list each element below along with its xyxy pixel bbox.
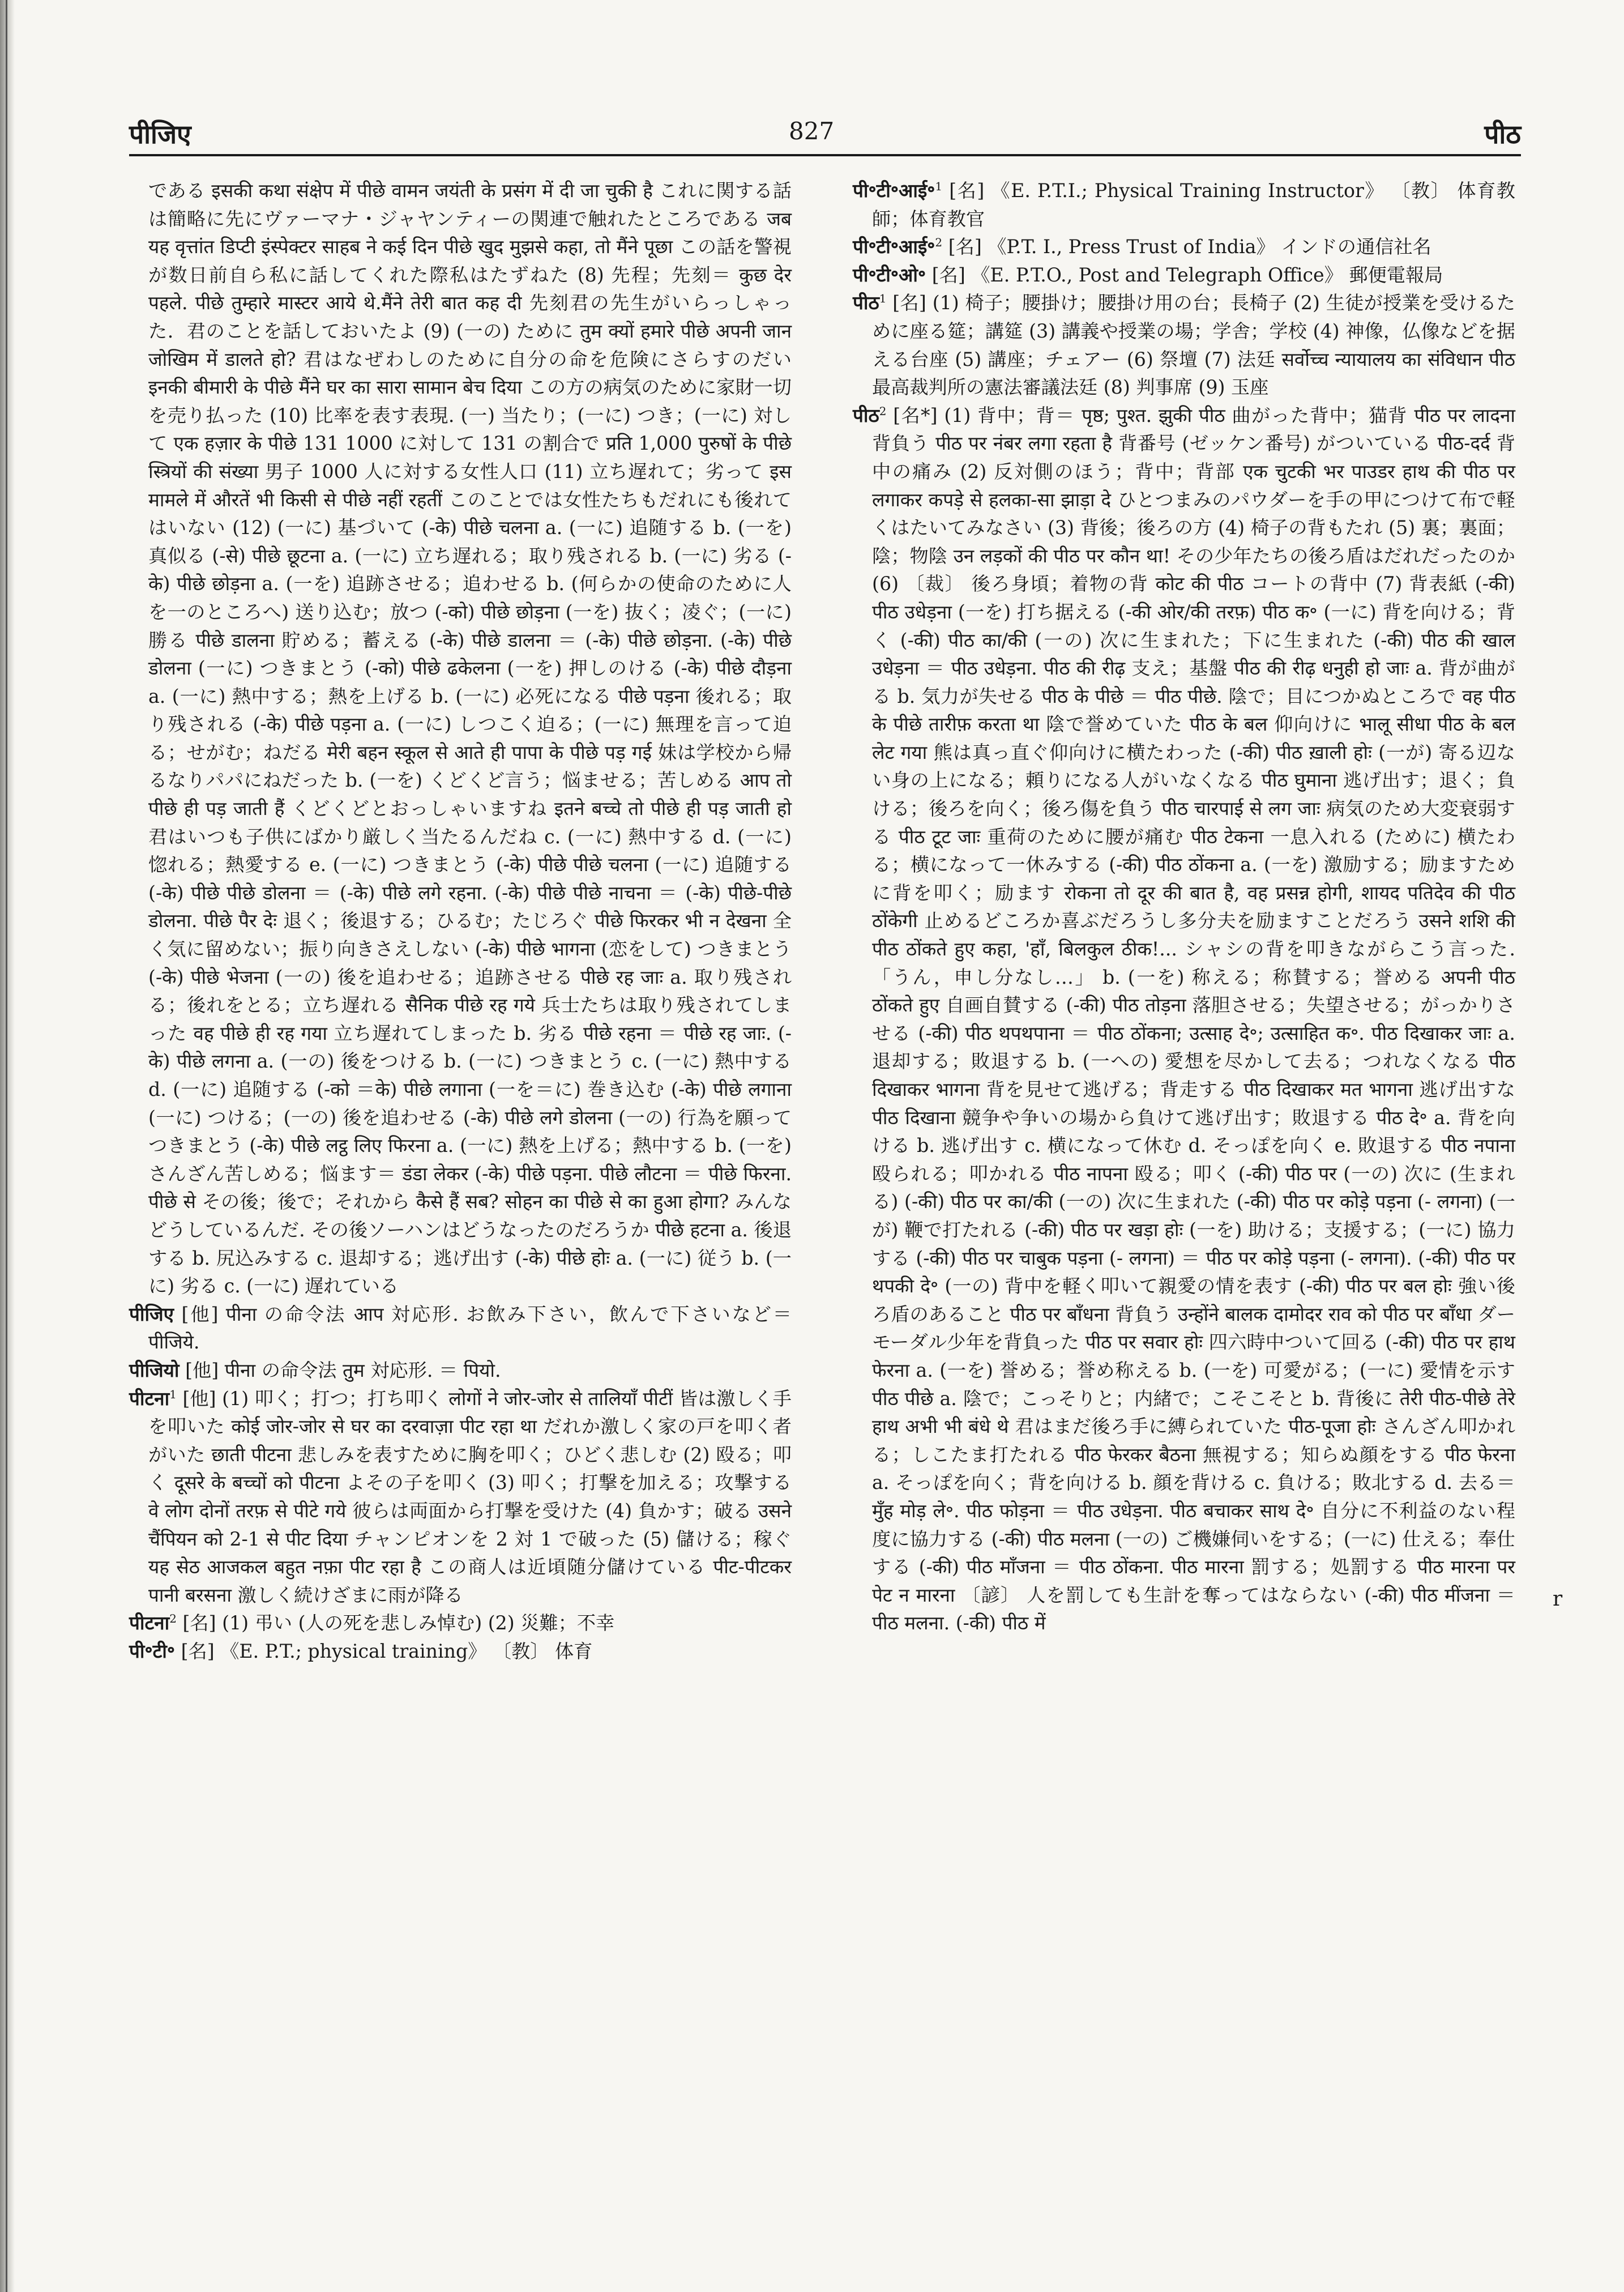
entry-definition: [名] (1) 弔い (人の死を悲しみ悼む) (2) 災難；不幸 (176, 1612, 615, 1634)
right-column (853, 177, 1515, 1637)
entry-definition: [他] (1) 叩く；打つ；打ち叩く लोगों ने जोर-जोर से तालियाँ पीटीं 皆は激しく手を叩いた कोई जोर-जोर से घर का दरवाज़ा पीट रहा था だれか激しく家の戸を叩く者がいた छाती पीटना 悲しみを表すために胸を叩く；ひどく悲しむ (2) 殴る；叩く दूसरे के बच्चों को पीटना よその子を叩く (3) 叩く；打撃を加える；攻撃する वे लोग दोनों तरफ़ से पीटे गये 彼らは両面から打撃を受けた (4) 負かす；破る उसने चैंपियन को 2-1 से पीट दिया チャンピオンを 2 対 1 で破った (5) 儲ける；稼ぐ यह सेठ आजकल बहुत नफ़ा पीट रहा है この商人は近頃随分儲けている पीट-पीटकर पानी बरसना 激しく続けざまに雨が降る (148, 1387, 792, 1606)
homograph-number: 1 (935, 179, 943, 193)
right-guide-word: पीठ (1484, 119, 1521, 150)
dictionary-entry (853, 177, 1515, 233)
entry-definition: である इसकी कथा संक्षेप में पीछे वामन जयंती के प्रसंग में दी जा चुकी है これに関する話は簡略に先にヴァーマナ・ジャヤンティーの関連で触れたところである जब यह वृत्तांत डिप्टी इंस्पेक्टर साहब ने कई दिन पीछे खुद मुझसे कहा, तो मैंने पूछा この話を警視が数日前自ら私に話してくれた際私はたずねた (8) 先程；先刻＝ कुछ देर पहले. पीछे तुम्हारे मास्टर आये थे.मैंने तेरी बात कह दी 先刻君の先生がいらっしゃった．君のことを話しておいたよ (9) (一の) ために तुम क्यों हमारे पीछे अपनी जान जोखिम में डालते हो? 君はなぜわしのために自分の命を危険にさらすのだい इनकी बीमारी के पीछे मैंने घर का सारा सामान बेच दिया この方の病気のために家財一切を売り払った (10) 比率を表す表現. (一) 当たり；(一に) つき；(一に) 対して एक हज़ार के पीछे 131 1000 に対して 131 の割合で प्रति 1,000 पुरुषों के पीछे स्त्रियों की संख्या 男子 1000 人に対する女性人口 (11) 立ち遅れて；劣って इस मामले में औरतें भी किसी से पीछे नहीं रहतीं このことでは女性たちもだれにも後れてはいない (12) (一に) 基づいて (-के) पीछे चलना a. (一に) 追随する b. (一を) 真似る (-से) पीछे छूटना a. (一に) 立ち遅れる；取り残される b. (一に) 劣る (-के) पीछे छोड़ना a. (一を) 追跡させる；追わせる b. (何らかの使命のために人を一のところへ) 送り込む；放つ (-को) पीछे छोड़ना (一を) 抜く；凌ぐ；(一に) 勝る पीछे डालना 貯める；蓄える (-के) पीछे डालना ＝ (-के) पीछे छोड़ना. (-के) पीछे डोलना (一に) つきまとう (-को) पीछे ढकेलना (一を) 押しのける (-के) पीछे दौड़ना a. (一に) 熱中する；熱を上げる b. (一に) 必死になる पीछे पड़ना 後れる；取り残される (-के) पीछे पड़ना a. (一に) しつこく迫る；(一に) 無理を言って迫る；せがむ；ねだる मेरी बहन स्कूल से आते ही पापा के पीछे पड़ गई 妹は学校から帰るなりパパにねだった b. (一を) くどくど言う；悩ませる；苦しめる आप तो पीछे ही पड़ जाती हैं くどくどとおっしゃいますね इतने बच्चे तो पीछे ही पड़ जाती हो 君はいつも子供にばかり厳しく当たるんだね c. (一に) 熱中する d. (一に) 惚れる；熱愛する e. (一に) つきまとう (-के) पीछे पीछे चलना (一に) 追随する (-के) पीछे पीछे डोलना ＝ (-के) पीछे लगे रहना. (-के) पीछे पीछे नाचना ＝ (-के) पीछे-पीछे डोलना. पीछे पैर देः 退く；後退する；ひるむ；たじろぐ पीछे फिरकर भी न देखना 全く気に留めない；振り向きさえしない (-के) पीछे भागना (恋をして) つきまとう (-के) पीछे भेजना (一の) 後を追わせる；追跡させる पीछे रह जाः a. 取り残される；後れをとる；立ち遅れる सैनिक पीछे रह गये 兵士たちは取り残されてしまった वह पीछे ही रह गया 立ち遅れてしまった b. 劣る पीछे रहना ＝ पीछे रह जाः. (-के) पीछे लगना a. (一の) 後をつける b. (一に) つきまとう c. (一に) 熱中する d. (一に) 追随する (-को ＝के) पीछे लगाना (一を＝に) 巻き込む (-के) पीछे लगाना (一に) つける；(一の) 後を追わせる (-के) पीछे लगे डोलना (一の) 行為を願ってつきまとう (-के) पीछे लट्ठ लिए फिरना a. (一に) 熱を上げる；熱中する b. (一を) さんざん苦しめる；悩ます＝ डंडा लेकर (-के) पीछे पड़ना. पीछे लौटना ＝ पीछे फिरना. पीछे से その後；後で；それから कैसे हैं सब? सोहन का पीछे से का हुआ होगा? みんなどうしているんだ. その後ソーハンはどうなったのだろうか पीछे हटना a. 後退する b. 尻込みする c. 退却する；逃げ出す (-के) पीछे होः a. (一に) 従う b. (一に) 劣る c. (一に) 遅れている (148, 180, 792, 1297)
scan-edge (0, 0, 15, 2292)
homograph-number: 1 (169, 1387, 177, 1401)
header-rule (129, 154, 1521, 156)
left-column (129, 177, 792, 1665)
margin-mark: r (1553, 1587, 1563, 1611)
dictionary-entry (853, 289, 1515, 401)
entry-definition: [他] पीना の命令法 तुम 対応形. ＝ पियो. (179, 1359, 501, 1381)
dictionary-entry (129, 1385, 792, 1610)
entry-headword: पीठ (853, 404, 879, 426)
entry-definition: [名] (1) 椅子；腰掛け；腰掛け用の台；長椅子 (2) 生徒が授業を受けるために座る筵；講筵 (3) 講義や授業の場；学舎；学校 (4) 神像，仏像などを据える台座 (5) 講座；チェアー (6) 祭壇 (7) 法廷 सर्वोच्च न्यायालय का संविधान पीठ 最高裁判所の憲法審議法廷 (8) 判事席 (9) 玉座 (872, 292, 1516, 399)
dictionary-entry (129, 1637, 792, 1666)
dictionary-entry (129, 177, 792, 1300)
entry-headword: पीठ (853, 292, 879, 314)
left-guide-word: पीजिए (129, 119, 191, 150)
entry-headword: पीटना (129, 1612, 170, 1634)
homograph-number: 2 (935, 236, 943, 250)
entry-definition: [他] पीना の命令法 आप 対応形. お飲み下さい，飲んで下さいなど＝ पीजिये. (148, 1303, 792, 1354)
dictionary-entry (853, 233, 1515, 261)
entry-definition: [名] 《P.T. I., Press Trust of India》 インドの通信社名 (942, 236, 1431, 258)
entry-headword: पी॰टी॰ (129, 1640, 176, 1662)
entry-headword: पी॰टी॰आई॰ (853, 236, 935, 258)
entry-definition: [名] 《E. P.T.I.; Physical Training Instructor》 〔教〕 体育教師；体育教官 (872, 180, 1515, 230)
entry-headword: पीजिए (129, 1303, 174, 1325)
homograph-number: 1 (879, 292, 887, 306)
page-number: 827 (789, 117, 835, 145)
entry-definition: [名*] (1) 背中；背＝ पृष्ठ; पुश्त. झुकी पीठ 曲がった背中；猫背 पीठ पर लादना 背負う पीठ पर नंबर लगा रहता है 背番号 (ゼッケン番号) がついている पीठ-दर्द 背中の痛み (2) 反対側のほう；背中；背部 एक चुटकी भर पाउडर हाथ की पीठ पर लगाकर कपड़े से हलका-सा झाड़ा दे ひとつまみのパウダーを手の甲につけて布で軽くはたいてみなさい (3) 背後；後ろの方 (4) 椅子の背もたれ (5) 裏；裏面；陰；物陰 उन लड़कों की पीठ पर कौन था! その少年たちの後ろ盾はだれだったのか (6) 〔裁〕 後ろ身頃；着物の背 कोट की पीठ コートの背中 (7) 背表紙 (-की) पीठ उधेड़ना (一を) 打ち据える (-की ओर/की तरफ़) पीठ क॰ (一に) 背を向ける；背く (-की) पीठ का/की (一の) 次に生まれた；下に生まれた (-की) पीठ की खाल उधेड़ना ＝ पीठ उधेड़ना. पीठ की रीढ़ 支え；基盤 पीठ की रीढ़ धनुही हो जाः a. 背が曲がる b. 気力が失せる पीठ के पीछे ＝ पीठ पीछे. 陰で；目につかぬところで वह पीठ के पीछे तारीफ़ करता था 陰で誉めていた पीठ के बल 仰向けに भालू सीधा पीठ के बल लेट गया 熊は真っ直ぐ仰向けに横たわった (-की) पीठ ख़ाली होः (一が) 寄る辺ない身の上になる；頼りになる人がいなくなる पीठ घुमाना 逃げ出す；退く；負ける；後ろを向く；後ろ傷を負う पीठ चारपाई से लग जाः 病気のため大変衰弱する पीठ टूट जाः 重荷のために腰が痛む पीठ टेकना 一息入れる (ために) 横たわる；横になって一休みする (-की) पीठ ठोंकना a. (一を) 激励する；励ますために背を叩く；励ます रोकना तो दूर की बात है, वह प्रसन्न होगी, शायद पतिदेव की पीठ ठोंकेगी 止めるどころか喜ぶだろうし多分夫を励ますことだろう उसने शशि की पीठ ठोंकते हुए कहा, 'हाँ, बिलकुल ठीक!... シャシの背を叩きながらこう言った.「うん，申し分なし…」 b. (一を) 称える；称賛する；誉める अपनी पीठ ठोंकते हुए 自画自賛する (-की) पीठ तोड़ना 落胆させる；失望させる；がっかりさせる (-की) पीठ थपथपाना ＝ पीठ ठोंकना; उत्साह दे॰; उत्साहित क॰. पीठ दिखाकर जाः a. 退却する；敗退する b. (一への) 愛想を尽かして去る；つれなくなる पीठ दिखाकर भागना 背を見せて逃げる；背走する पीठ दिखाकर मत भागना 逃げ出すな पीठ दिखाना 競争や争いの場から負けて逃げ出す；敗退する पीठ दे॰ a. 背を向ける b. 逃げ出す c. 横になって休む d. そっぽを向く e. 敗退する पीठ नपाना 殴られる；叩かれる पीठ नापना 殴る；叩く (-की) पीठ पर (一の) 次に (生まれる) (-की) पीठ पर का/की (一の) 次に生まれた (-की) पीठ पर कोड़े पड़ना (- लगना) (一が) 鞭で打たれる (-की) पीठ पर खड़ा होः (一を) 助ける；支援する；(一に) 協力する (-की) पीठ पर चाबुक पड़ना (- लगना) ＝ पीठ पर कोड़े पड़ना (- लगना). (-की) पीठ पर थपकी दे॰ (一の) 背中を軽く叩いて親愛の情を表す (-की) पीठ पर बल होः 強い後ろ盾のあること पीठ पर बाँधना 背負う उन्होंने बालक दामोदर राव को पीठ पर बाँधा ダーモーダル少年を背負った पीठ पर सवार होः 四六時中ついて回る (-की) पीठ पर हाथ फेरना a. (一を) 誉める；誉め称える b. (一を) 可愛がる；(一に) 愛情を示す पीठ पीछे a. 陰で；こっそりと；内緒で；こそこそと b. 背後に तेरी पीठ-पीछे तेरे हाथ अभी भी बंधे थे 君はまだ後ろ手に縛られていた पीठ-पूजा होः さんざん叩かれる；しこたま打たれる पीठ फेरकर बैठना 無視する；知らぬ顔をする पीठ फेरना a. そっぽを向く；背を向ける b. 顔を背ける c. 負ける；敗北する d. 去る＝ मुँह मोड़ ले॰. पीठ फोड़ना ＝ पीठ उधेड़ना. पीठ बचाकर साथ दे॰ 自分に不利益のない程度に協力する (-की) पीठ मलना (一の) ご機嫌伺いをする；(一に) 仕える；奉仕する (-की) पीठ माँजना ＝ पीठ ठोंकना. पीठ मारना 罰する；処罰する पीठ मारना पर पेट न मारना 〔諺〕 人を罰しても生計を奪ってはならない (-की) पीठ मींजना ＝ पीठ मलना. (-की) पीठ में (872, 404, 1515, 1634)
entry-headword: पीटना (129, 1387, 170, 1410)
dictionary-entry (853, 261, 1515, 289)
homograph-number: 2 (879, 404, 887, 418)
scan-binding-line (6, 0, 7, 2292)
dictionary-entry (853, 402, 1515, 1637)
homograph-number: 2 (169, 1612, 177, 1626)
dictionary-entry (129, 1356, 792, 1385)
entry-definition: [名] 《E. P.T.O., Post and Telegraph Office》 郵便電報局 (926, 263, 1443, 286)
entry-headword: पी॰टी॰आई॰ (853, 180, 935, 202)
entry-headword: पीजियो (129, 1359, 180, 1381)
entry-headword: पी॰टी॰ओ॰ (853, 263, 926, 286)
dictionary-entry (129, 1300, 792, 1356)
dictionary-entry (129, 1609, 792, 1637)
entry-definition: [名] 《E. P.T.; physical training》 〔教〕 体育 (175, 1640, 593, 1662)
